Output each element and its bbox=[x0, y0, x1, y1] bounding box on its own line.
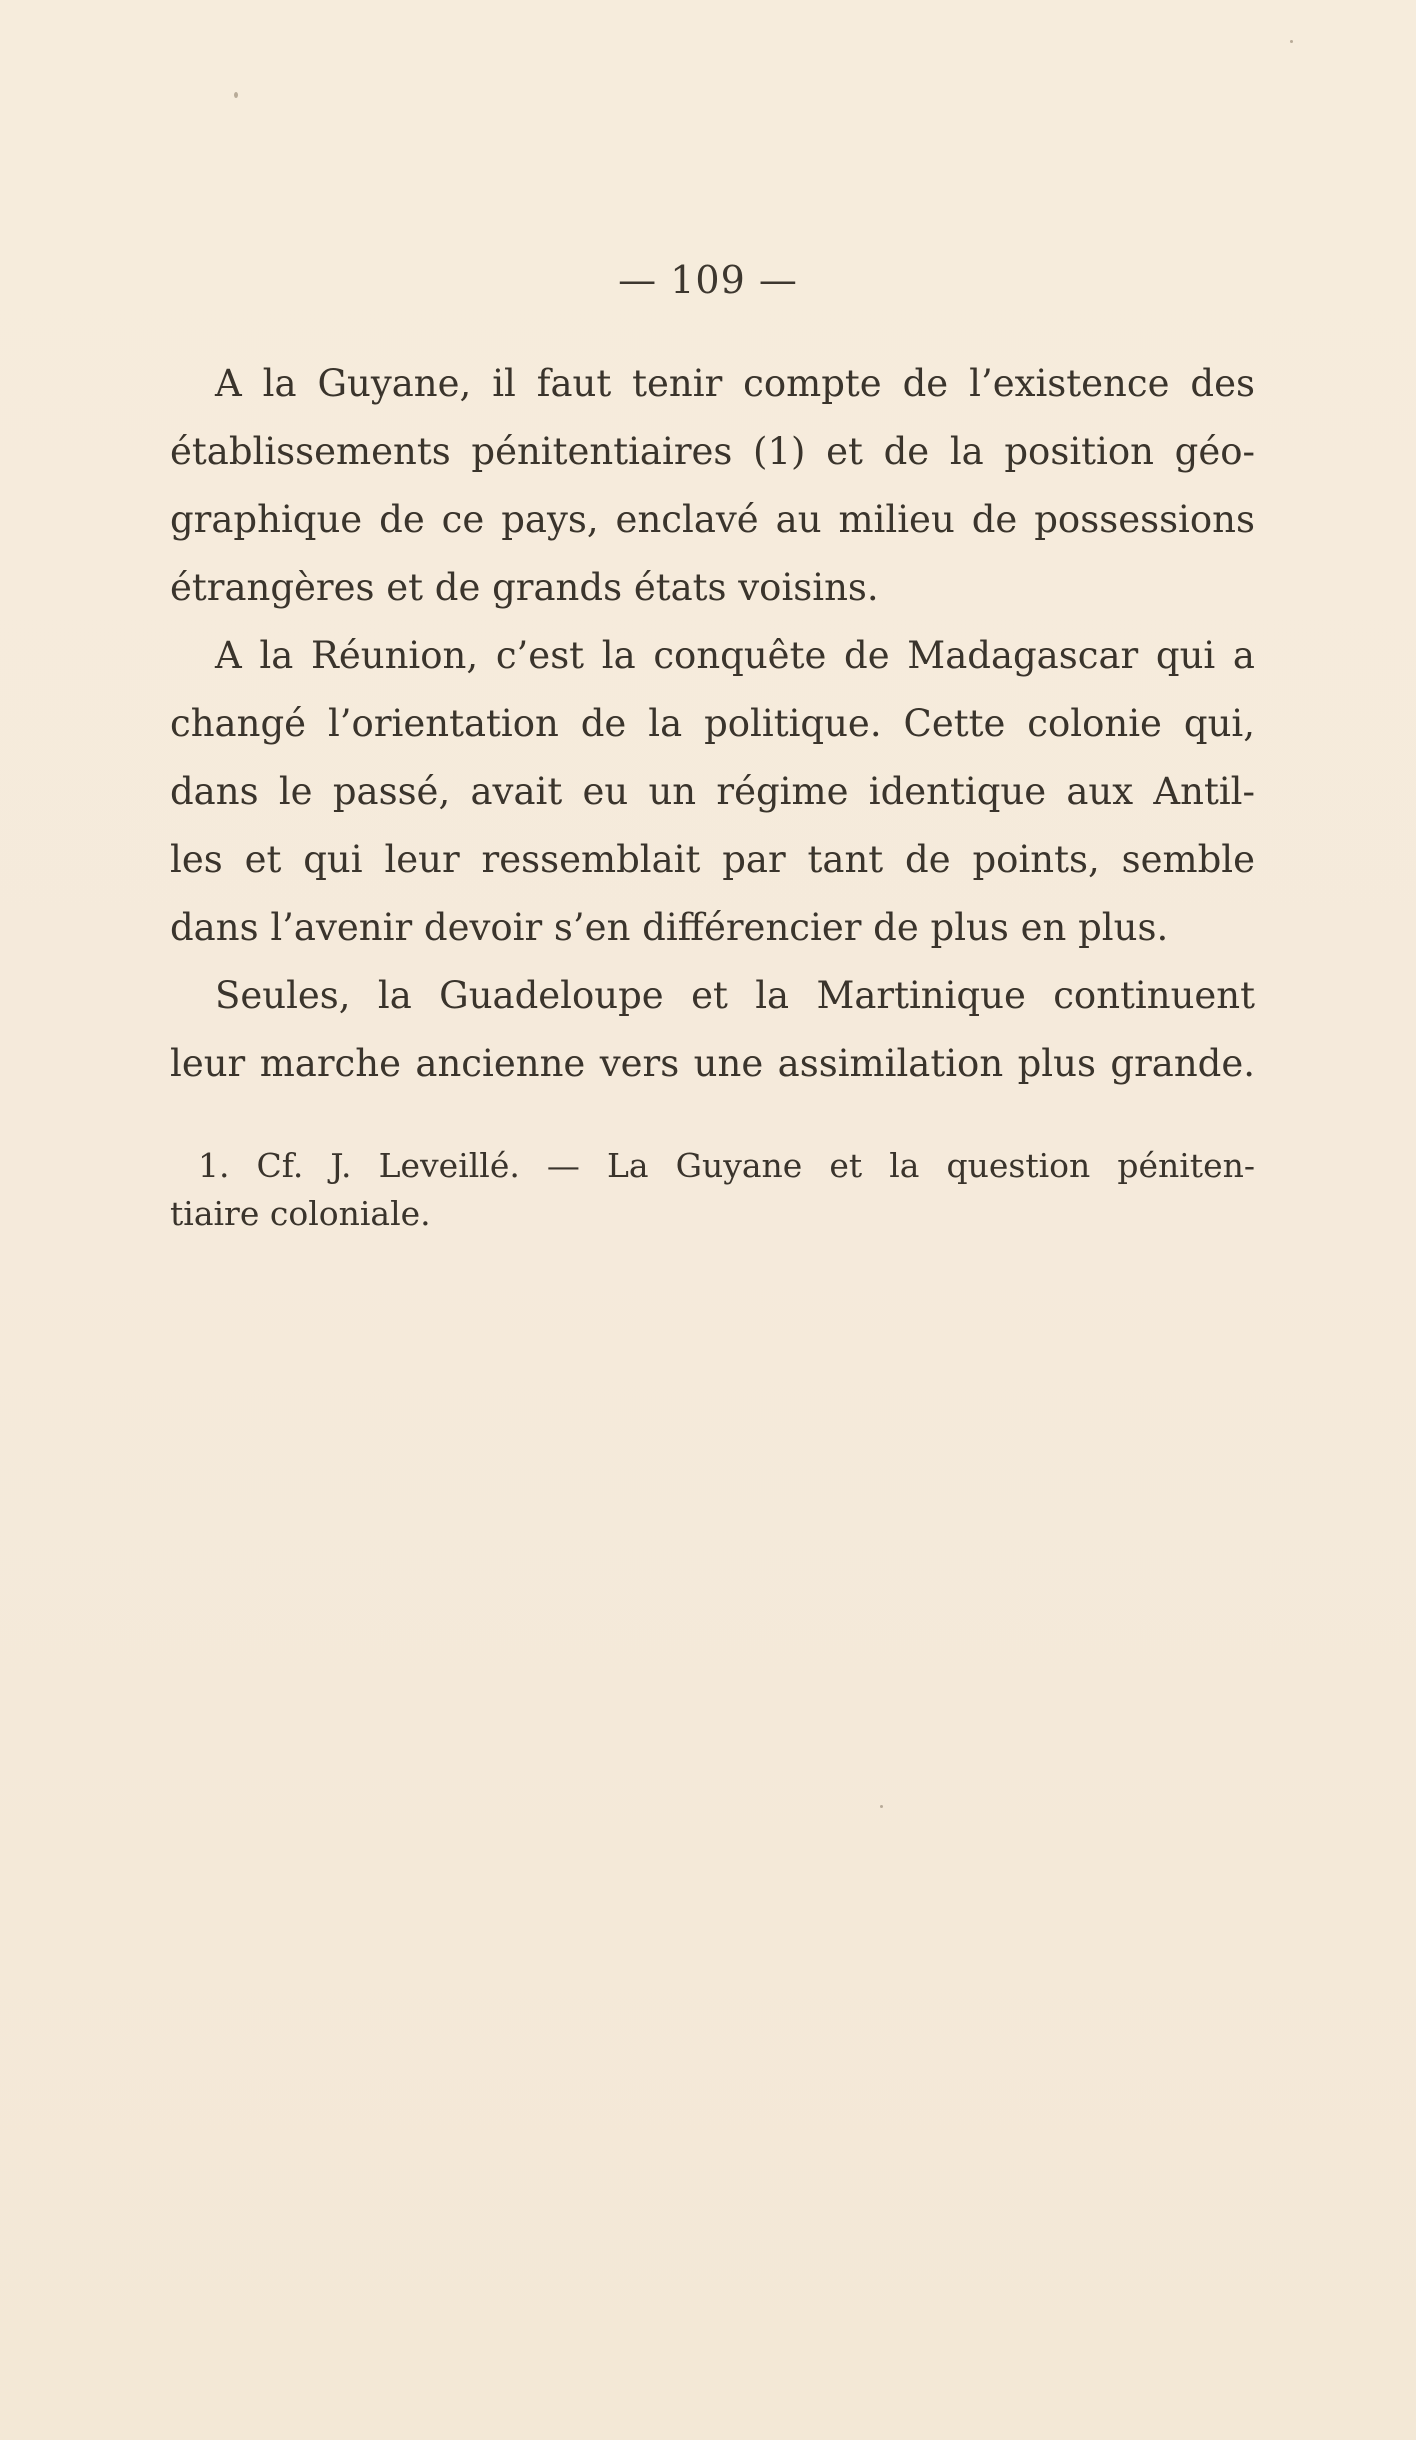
text-line: dans l’avenir devoir s’en différencier de plus en plus. bbox=[170, 906, 1169, 949]
text-line: établissements pénitentiaires (1) et de la position géo- bbox=[170, 430, 1255, 473]
footnote bbox=[170, 1142, 1255, 1238]
paper-speck bbox=[1290, 40, 1293, 43]
paper-speck bbox=[234, 92, 238, 98]
footnote-line: 1. Cf. J. Leveillé. — La Guyane et la question péniten- bbox=[198, 1146, 1255, 1185]
text-line: changé l’orientation de la politique. Cette colonie qui, bbox=[170, 702, 1255, 745]
text-line: A la Réunion, c’est la conquête de Madagascar qui a bbox=[215, 634, 1255, 677]
paper-speck bbox=[880, 1805, 883, 1808]
text-line: leur marche ancienne vers une assimilation plus grande. bbox=[170, 1042, 1255, 1085]
text-line: étrangères et de grands états voisins. bbox=[170, 566, 879, 609]
text-line: dans le passé, avait eu un régime identique aux Antil- bbox=[170, 770, 1255, 813]
footnote-line: tiaire coloniale. bbox=[170, 1194, 431, 1233]
body-text bbox=[170, 350, 1255, 1098]
page-number: — 109 — bbox=[618, 258, 798, 302]
text-line: Seules, la Guadeloupe et la Martinique continuent bbox=[215, 974, 1255, 1017]
text-line: A la Guyane, il faut tenir compte de l’existence des bbox=[215, 362, 1255, 405]
text-line: graphique de ce pays, enclavé au milieu de possessions bbox=[170, 498, 1255, 541]
text-line: les et qui leur ressemblait par tant de points, semble bbox=[170, 838, 1255, 881]
